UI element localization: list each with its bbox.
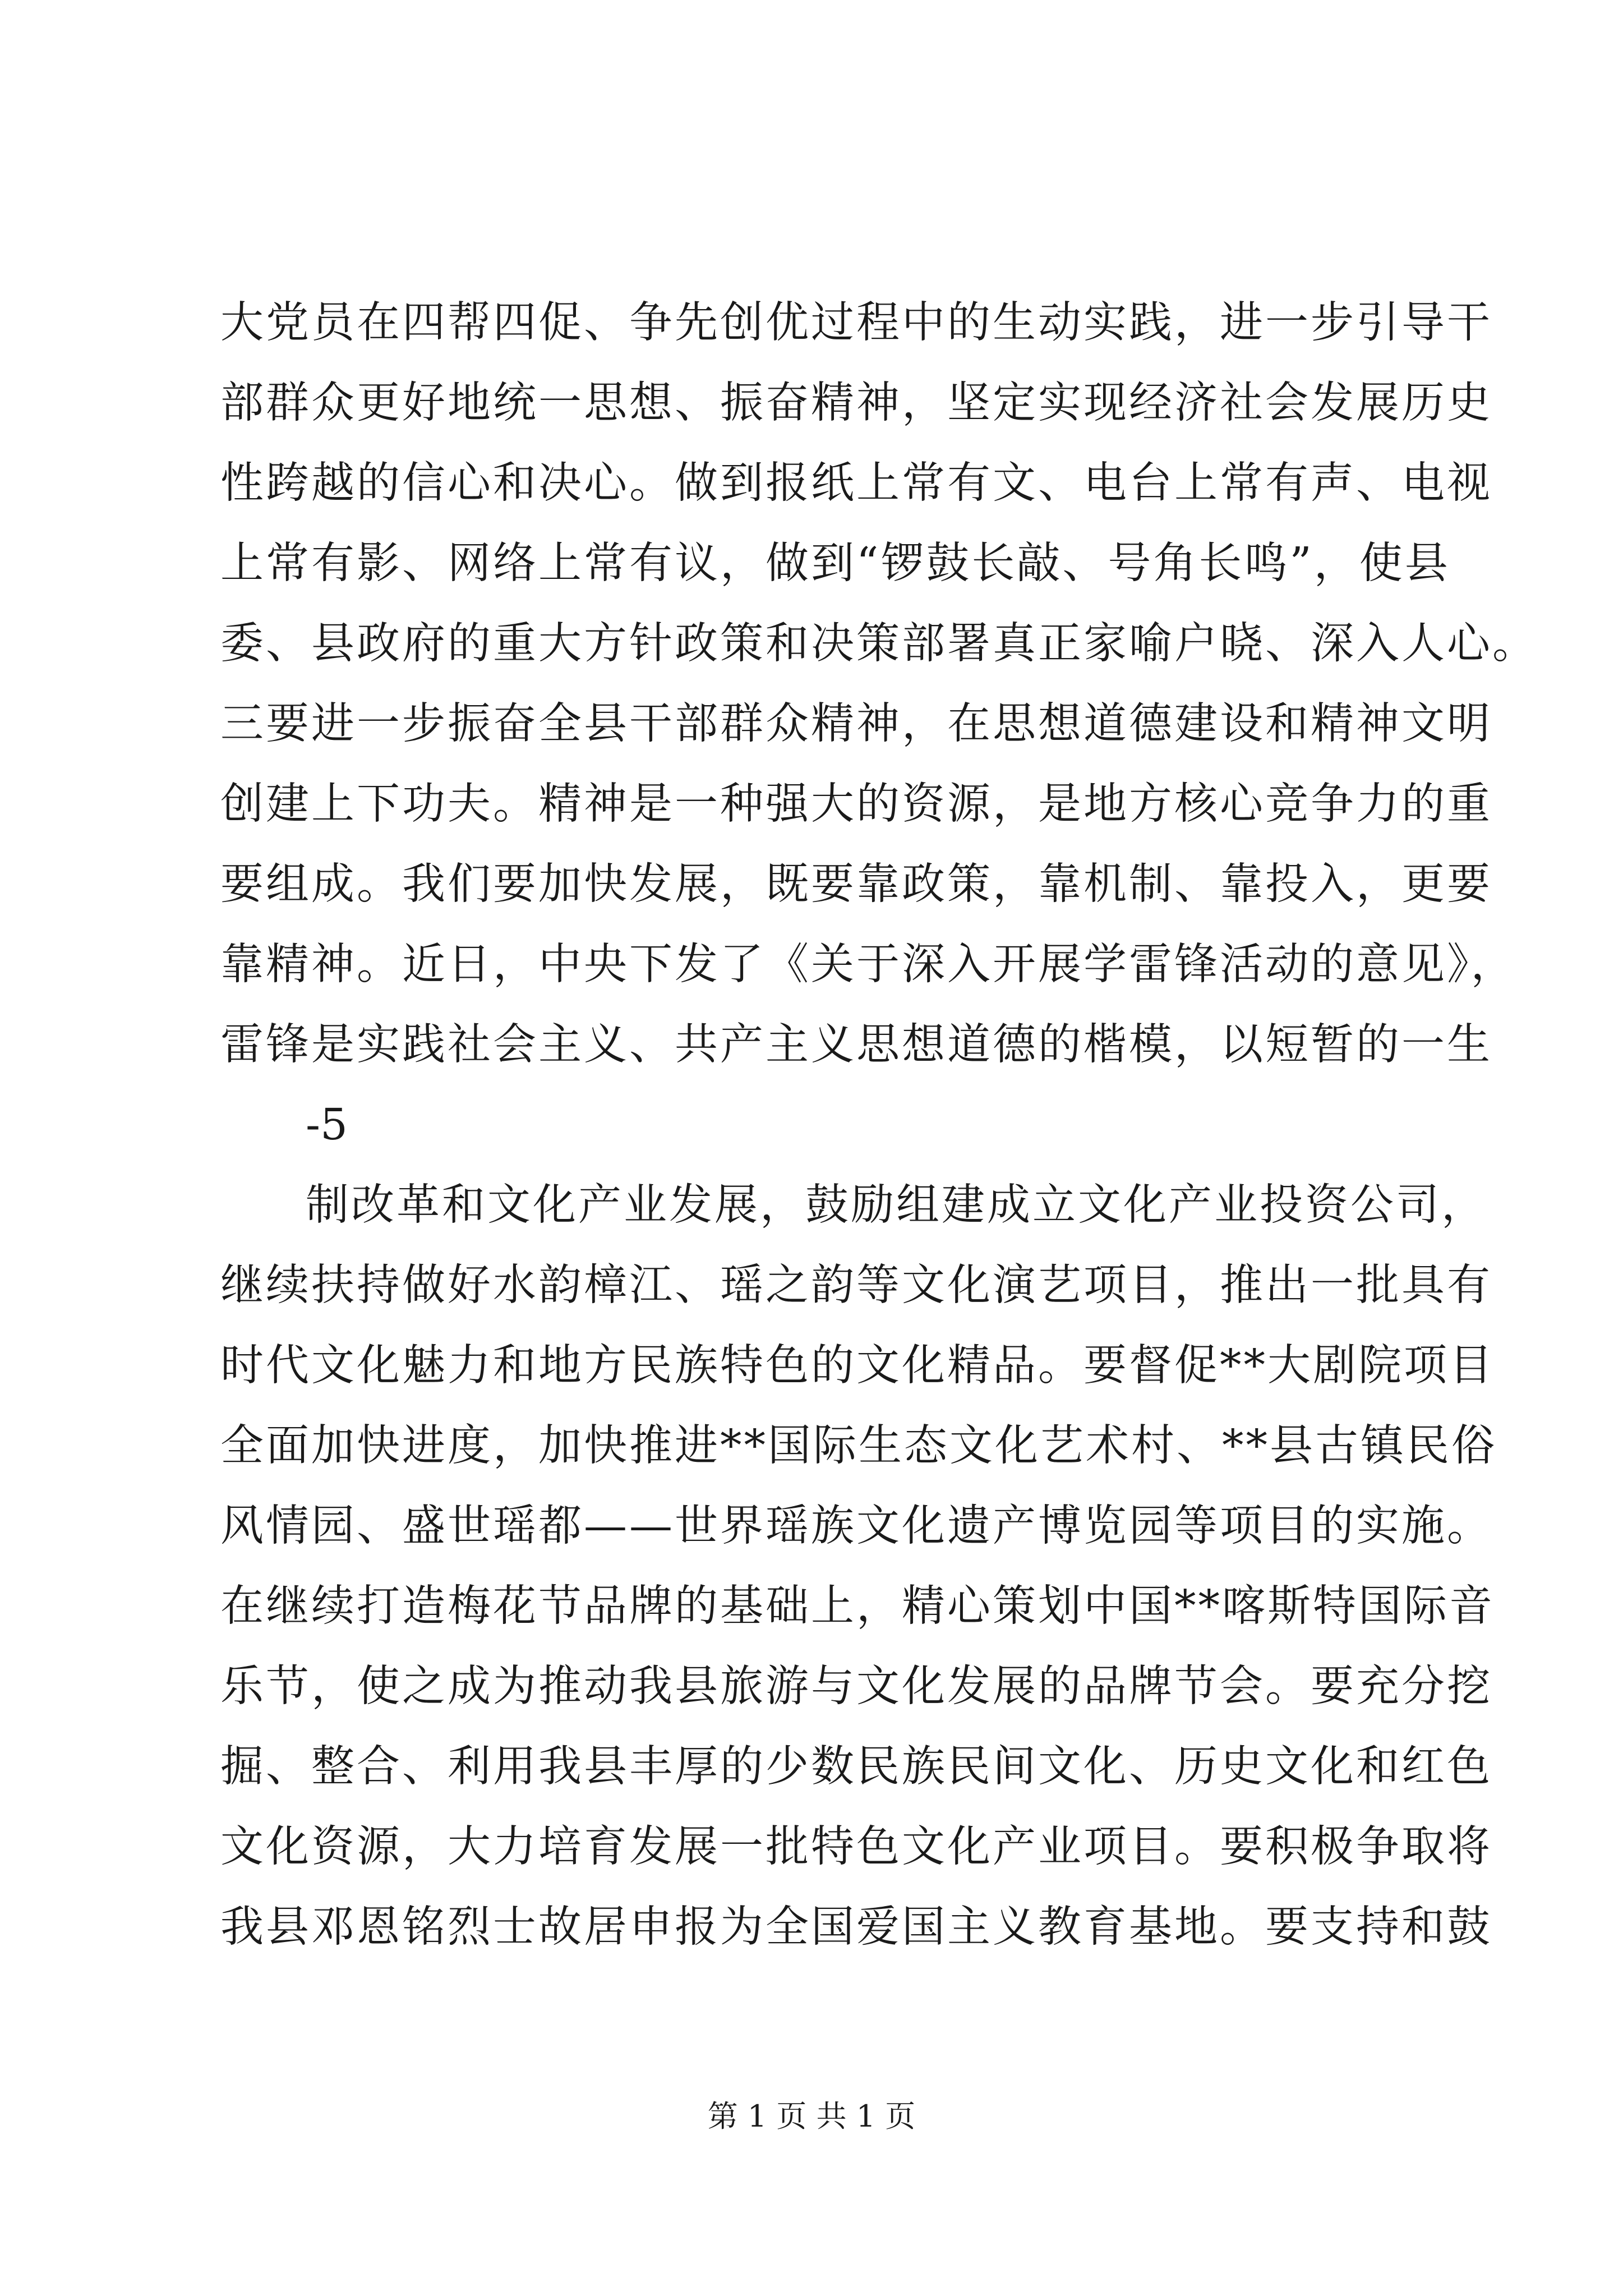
- body-line: 委、县政府的重大方针政策和决策部署真正家喻户晓、深入人心。: [220, 619, 1538, 669]
- body-line: 靠精神。近日，中央下发了《关于深入开展学雷锋活动的意见》，: [220, 940, 1516, 990]
- body-line: 继续扶持做好水韵樟江、瑶之韵等文化演艺项目，推出一批具有: [220, 1260, 1492, 1310]
- body-line: 全面加快进度，加快推进**国际生态文化艺术村、**县古镇民俗: [220, 1421, 1497, 1471]
- body-line: 性跨越的信心和决心。做到报纸上常有文、电台上常有声、电视: [220, 458, 1492, 508]
- body-line: 在继续打造梅花节品牌的基础上，精心策划中国**喀斯特国际音: [220, 1581, 1495, 1631]
- body-line: 文化资源，大力培育发展一批特色文化产业项目。要积极争取将: [220, 1822, 1492, 1872]
- body-line: 乐节，使之成为推动我县旅游与文化发展的品牌节会。要充分挖: [220, 1662, 1492, 1711]
- page-marker: -5: [306, 1100, 348, 1150]
- body-line: 时代文化魅力和地方民族特色的文化精品。要督促**大剧院项目: [220, 1341, 1495, 1391]
- body-line: 上常有影、网络上常有议，做到“锣鼓长敲、号角长鸣”，使县: [220, 539, 1450, 588]
- page-footer: 第 1 页 共 1 页: [707, 2099, 916, 2134]
- body-line: 三要进一步振奋全县干部群众精神，在思想道德建设和精神文明: [220, 699, 1492, 749]
- body-line: 创建上下功夫。精神是一种强大的资源，是地方核心竞争力的重: [220, 779, 1492, 829]
- body-line: 部群众更好地统一思想、振奋精神，坚定实现经济社会发展历史: [220, 378, 1492, 428]
- body-line: 大党员在四帮四促、争先创优过程中的生动实践，进一步引导干: [220, 298, 1492, 348]
- body-line: 掘、整合、利用我县丰厚的少数民族民间文化、历史文化和红色: [220, 1742, 1492, 1792]
- body-line: 制改革和文化产业发展，鼓励组建成立文化产业投资公司，: [306, 1180, 1487, 1230]
- body-line: 雷锋是实践社会主义、共产主义思想道德的楷模，以短暂的一生: [220, 1020, 1492, 1070]
- body-line: 风情园、盛世瑶都——世界瑶族文化遗产博览园等项目的实施。: [220, 1501, 1492, 1551]
- body-line: 要组成。我们要加快发展，既要靠政策，靠机制、靠投入，更要: [220, 859, 1492, 909]
- body-line: 我县邓恩铭烈士故居申报为全国爱国主义教育基地。要支持和鼓: [220, 1902, 1492, 1952]
